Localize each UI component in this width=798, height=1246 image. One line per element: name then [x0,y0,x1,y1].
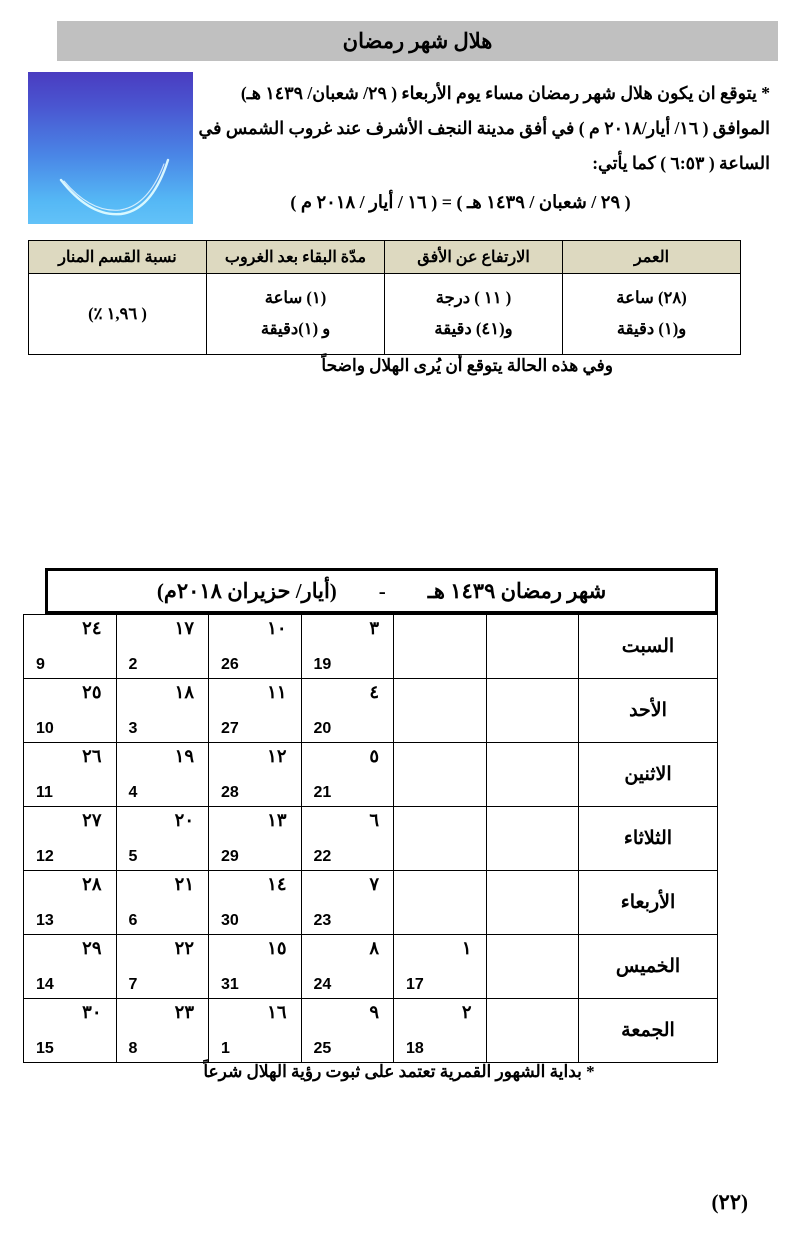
gregorian-day-number: 30 [221,912,239,929]
data-cell-illumination [29,274,207,355]
calendar-day-cell[interactable] [24,807,117,871]
gregorian-day-number: 1 [221,1040,230,1057]
calendar-day-cell[interactable] [301,679,394,743]
calendar-day-cell[interactable] [394,615,487,679]
data-table-header-row [29,241,741,274]
hijri-day-number: ٢٠ [174,810,194,830]
calendar-day-cell[interactable] [301,615,394,679]
hijri-day-number: ١١ [267,682,287,702]
hijri-day-number: ٥ [369,746,379,766]
hijri-day-number: ٢٤ [82,618,102,638]
gregorian-day-number: 4 [128,784,138,801]
gregorian-day-number: 8 [128,1040,138,1057]
data-table-header-duration: مدّة البقاء بعد الغروب [207,241,385,274]
gregorian-day-number: 21 [313,784,332,801]
calendar-day-cell[interactable] [24,871,117,935]
gregorian-day-number: 13 [36,912,54,929]
calendar-day-name: الثلاثاء [579,807,718,871]
calendar-day-cell[interactable] [394,807,487,871]
gregorian-day-number: 20 [313,720,332,737]
calendar-row [24,999,718,1063]
calendar-day-cell[interactable] [209,999,302,1063]
gregorian-day-number: 29 [221,848,239,865]
date-equivalence-line: ( ٢٩ / شعبان / ١٤٣٩ هـ ) = ( ١٦ / أيار / ٢٠١٨ م ) [290,192,631,212]
data-cell-duration [207,274,385,355]
hijri-day-number: ٢٦ [82,746,102,766]
hijri-day-number: ٢١ [174,874,194,894]
gregorian-day-number: 18 [406,1040,424,1057]
hijri-day-number: ١٠ [267,618,287,638]
gregorian-day-number: 22 [313,848,332,865]
gregorian-day-number: 9 [36,656,45,673]
calendar-day-cell[interactable] [486,743,579,807]
calendar-day-cell[interactable] [116,935,209,999]
calendar-day-cell[interactable] [209,615,302,679]
calendar-day-cell[interactable] [486,935,579,999]
intro-paragraph: * يتوقع ان يكون هلال شهر رمضان مساء يوم الأربعاء ( ٢٩/ شعبان/ ١٤٣٩ هـ) الموافق ( ١٦/ أيار/٢٠١٨ م ) في أفق مدينة النجف الأشرف عند غروب الشمس في الساعة ( ٦:٥٣ ) كما يأتي: [198,83,770,173]
calendar-day-name: الخميس [579,935,718,999]
footer-note: * بداية الشهور القمرية تعتمد على ثبوت رؤية الهلال شرعاً [203,1062,595,1081]
hijri-day-number: ١٣ [267,810,287,830]
calendar-table [23,614,718,1063]
calendar-row [24,807,718,871]
calendar-day-name: الجمعة [579,999,718,1063]
calendar-header [45,568,718,614]
calendar-day-cell[interactable] [24,615,117,679]
calendar-day-name: الأحد [579,679,718,743]
ramadan-calendar [36,568,718,1063]
calendar-day-cell[interactable] [24,935,117,999]
calendar-day-cell[interactable] [394,935,487,999]
calendar-day-cell[interactable] [24,743,117,807]
hijri-day-number: ٨ [369,938,379,958]
data-cell-altitude [385,274,563,355]
calendar-day-cell[interactable] [116,807,209,871]
data-cell-age [563,274,741,355]
calendar-day-cell[interactable] [24,999,117,1063]
calendar-day-cell[interactable] [116,615,209,679]
crescent-moon-image [28,72,193,224]
hijri-day-number: ١٤ [267,874,287,894]
title-banner [57,21,778,61]
gregorian-day-number: 7 [128,976,138,993]
calendar-day-cell[interactable] [486,679,579,743]
gregorian-day-number: 26 [221,656,239,673]
calendar-day-name: الاثنين [579,743,718,807]
crescent-data-table [28,240,741,355]
hijri-day-number: ٣ [369,618,379,638]
gregorian-day-number: 17 [406,976,424,993]
hijri-day-number: ١٧ [174,618,194,638]
calendar-table-body [24,615,718,1063]
hijri-day-number: ١٥ [267,938,287,958]
hijri-day-number: ٩ [369,1002,379,1022]
hijri-day-number: ٢٣ [174,1002,194,1022]
hijri-day-number: ١٢ [267,746,287,766]
calendar-day-cell[interactable] [209,743,302,807]
gregorian-day-number: 5 [128,848,138,865]
hijri-day-number: ٢٢ [174,938,194,958]
gregorian-day-number: 14 [36,976,54,993]
gregorian-day-number: 10 [36,720,54,737]
data-cell-duration-line1: (١) ساعة [264,288,327,308]
calendar-day-cell[interactable] [301,743,394,807]
calendar-day-cell[interactable] [24,679,117,743]
hijri-day-number: ٧ [369,874,379,894]
data-table-header-altitude: الارتفاع عن الأفق [385,241,563,274]
calendar-day-cell[interactable] [301,871,394,935]
calendar-row [24,871,718,935]
hijri-day-number: ٣٠ [82,1002,102,1022]
calendar-day-cell[interactable] [116,999,209,1063]
calendar-day-name: السبت [579,615,718,679]
gregorian-day-number: 25 [313,1040,332,1057]
calendar-day-cell[interactable] [209,679,302,743]
data-table-header-illumination: نسبة القسم المنار [29,241,207,274]
calendar-day-cell[interactable] [486,615,579,679]
gregorian-day-number: 23 [313,912,332,929]
gregorian-day-number: 28 [221,784,239,801]
data-cell-age-line2: و(١) دقيقة [616,319,687,338]
hijri-day-number: ١٦ [267,1002,287,1022]
calendar-day-cell[interactable] [116,743,209,807]
gregorian-day-number: 12 [36,848,54,865]
calendar-day-cell[interactable] [486,807,579,871]
calendar-day-cell[interactable] [116,871,209,935]
visibility-note: وفي هذه الحالة يتوقع أن يُرى الهلال واضحاً [321,356,613,375]
data-table-row [29,274,741,355]
calendar-day-cell[interactable] [301,935,394,999]
calendar-day-name: الأربعاء [579,871,718,935]
calendar-row [24,935,718,999]
calendar-day-cell[interactable] [394,871,487,935]
gregorian-day-number: 3 [128,720,138,737]
gregorian-day-number: 31 [221,976,239,993]
gregorian-day-number: 2 [128,656,138,673]
calendar-day-cell[interactable] [394,743,487,807]
gregorian-day-number: 6 [128,912,138,929]
data-cell-duration-line2: و (١)دقيقة [260,319,331,338]
hijri-day-number: ١٨ [174,682,194,702]
hijri-day-number: ٢٥ [82,682,102,702]
calendar-row [24,615,718,679]
gregorian-day-number: 11 [36,784,53,801]
page-number: (٢٢) [711,1190,748,1214]
data-cell-illumination-line1: ( ١,٩٦ ٪) [88,303,147,323]
calendar-day-cell[interactable] [394,999,487,1063]
gregorian-day-number: 24 [313,976,332,993]
calendar-row [24,679,718,743]
gregorian-day-number: 27 [221,720,239,737]
calendar-day-cell[interactable] [394,679,487,743]
hijri-day-number: ٢٧ [82,810,102,830]
hijri-day-number: ١ [461,938,472,958]
calendar-day-cell[interactable] [301,999,394,1063]
hijri-day-number: ٢٨ [82,874,102,894]
calendar-row [24,743,718,807]
calendar-day-cell[interactable] [301,807,394,871]
data-cell-age-line1: (٢٨) ساعة [616,288,687,308]
gregorian-day-number: 15 [36,1040,54,1057]
calendar-day-cell[interactable] [486,871,579,935]
calendar-day-cell[interactable] [209,871,302,935]
calendar-day-cell[interactable] [116,679,209,743]
data-cell-altitude-line2: و(٤١) دقيقة [434,319,513,338]
hijri-day-number: ١٩ [174,746,194,766]
page-title: هلال شهر رمضان [342,28,493,53]
data-table-header-age: العمر [563,241,741,274]
hijri-day-number: ٤ [369,682,379,702]
hijri-day-number: ٢٩ [82,938,102,958]
gregorian-day-number: 19 [313,656,332,673]
calendar-day-cell[interactable] [209,807,302,871]
calendar-header-label: شهر رمضان ١٤٣٩ هـ - (أيار/ حزيران ٢٠١٨م) [156,578,607,603]
data-cell-altitude-line1: ( ١١ ) درجة [435,288,512,308]
calendar-day-cell[interactable] [209,935,302,999]
hijri-day-number: ٦ [369,810,379,830]
hijri-day-number: ٢ [461,1002,472,1022]
calendar-day-cell[interactable] [486,999,579,1063]
crescent-arc-icon [28,72,193,224]
